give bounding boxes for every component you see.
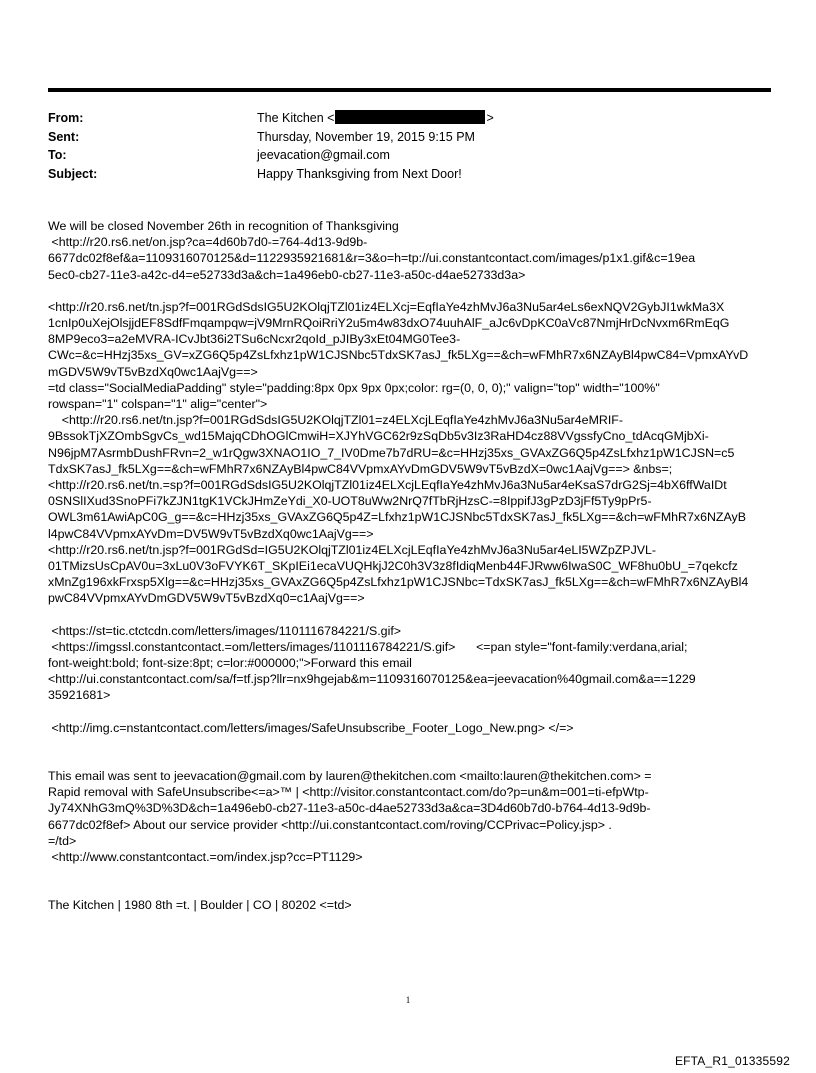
- subject-value: Happy Thanksgiving from Next Door!: [257, 166, 462, 181]
- body-paragraph-sent-to: This email was sent to jeevacation@gmail.com by lauren@thekitchen.com <mailto:lauren@thekitchen.com> = Rapid removal with SafeUnsubscribe<=a>™ | <http://visitor.constantcontact.com/do?p=un&m=001=ti-efpWtp- Jy74XNhG3mQ%3D%3D&ch=1a496eb0-cb27-11e3-a50c-d4ae52733d3a&ca=3D4d60b7d0-b764-4d13-9d9b- 6677dc02f8ef> About our service provider <http://ui.constantcontact.com/roving/CCPrivac=Policy.jsp> . =/td> <http://www.constantcontact.=om/index.jsp?cc=PT1129>: [48, 768, 652, 864]
- subject-label: Subject:: [48, 166, 98, 181]
- redaction-box: [335, 110, 485, 124]
- page-number: 1: [405, 995, 411, 1005]
- to-value: jeevacation@gmail.com: [257, 148, 390, 162]
- from-label: From:: [48, 111, 84, 125]
- email-body: [48, 218, 778, 913]
- from-row: [48, 109, 494, 128]
- body-paragraph-closed-notice: We will be closed November 26th in recognition of Thanksgiving <http://r20.rs6.net/on.jsp?ca=4d60b7d0-=764-4d13-9d9b- 6677dc02f8ef&a=1109316070125&d=1122935921681&r=3&o=h=tp://ui.constantcontact.com/images/p1x1.gif&c=19ea 5ec0-cb27-11e3-a42c-d4=e52733d3a&ch=1a496eb0-cb27-11e3-a50c-d4ae52733d3a>: [48, 219, 696, 282]
- body-paragraph-address: The Kitchen | 1980 8th =t. | Boulder | CO | 80202 <=td>: [48, 898, 352, 913]
- to-row: [48, 146, 494, 165]
- sent-label: Sent:: [48, 129, 80, 144]
- body-paragraph-forward: <https://st=tic.ctctcdn.com/letters/images/1101116784221/S.gif> <https://imgssl.constantcontact.=om/letters/images/1101116784221/S.gif> <=pan style="font-family:verdana,arial; font-weight:bold; font-size:8pt; c=lor:#000000;">Forward this email <http://ui.constantcontact.com/sa/f=tf.jsp?llr=nx9hgejab&m=1109316070125&ea=jeevacation%40gmail.com&a==1229 35921681>: [48, 623, 696, 703]
- to-label: To:: [48, 148, 67, 162]
- subject-row: [48, 165, 494, 184]
- email-header: [48, 109, 494, 183]
- document-id: EFTA_R1_01335592: [674, 1054, 790, 1068]
- from-value-prefix: The Kitchen <: [257, 111, 335, 125]
- body-paragraph-unsubscribe-logo: <http://img.c=nstantcontact.com/letters/images/SafeUnsubscribe_Footer_Logo_New.png> </=>: [48, 720, 574, 735]
- sent-row: [48, 128, 494, 147]
- from-value: [257, 109, 494, 128]
- sent-value: Thursday, November 19, 2015 9:15 PM: [257, 129, 475, 144]
- header-rule: [48, 88, 771, 92]
- body-paragraph-social-links: <http://r20.rs6.net/tn.jsp?f=001RGdSdsIG5U2KOlqjTZl01iz4ELXcj=EqfIaYe4zhMvJ6a3Nu5ar4eLs6exNQV2GybJI1wkMa3X 1cnIp0uXejOlsjjdEF8SdfFmqampqw=jV9MrnRQoiRriY2u5m4w83dxO74uuhAlF_aJc6vDpKC0aVc87NmjHrDcNvxm6RmEqG 8MP9eco3=a2eMVRA-ICvJbt36i2TSu6cNcxr2qoId_pJIBy3xEt04MG0Tee3- CWc=&c=HHzj35xs_GV=xZG6Q5p4ZsLfxhz1pW1CJSNbc5TdxSK7asJ_fk5LXg==&ch=wFMhR7x6NZAyBl4pwC84=VpmxAYvD mGDV5W9vT5vBzdXq0wc1AajVg==> =td class="SocialMediaPadding" style="padding:8px 0px 9px 0px;color: rg=(0, 0, 0);" valign="top" width="100%" rowspan="1" colspan="1" alig="center"> <http://r20.rs6.net/tn.jsp?f=001RGdSdsIG5U2KOlqjTZl01=z4ELXcjLEqfIaYe4zhMvJ6a3Nu5ar4eMRIF- 9BssokTjXZOmbSgvCs_wd15MajqCDhOGlCmwiH=XJYhVGC62r9zSqDb5v3Iz3RaHD4cz88VVgssfyCno_tdAcqGMjbXi- N96jpM7AsrmbDushFRvn=2_w1rQgw3XNAO1IO_7_IV0Dme7b7dRU=&c=HHzj35xs_GVAxZG6Q5p4ZsLfxhz1pW1CJSN=c5 TdxSK7asJ_fk5LXg==&ch=wFMhR7x6NZAyBl4pwC84VVpmxAYvDmGDV5W9vT5vBzdX=0wc1AajVg==> &nbs=; <http://r20.rs6.net/tn.=sp?f=001RGdSdsIG5U2KOlqjTZl01iz4ELXcjLEqfIaYe4zhMvJ6a3Nu5ar4eKsaS7drG2Sj=4bX6ffWaIDt 0SNSlIXud3SnoPFi7kZJN1tgK1VCkJHmZeYdi_X0-UOT8uWw2NrQ7fTbRjHzsC-=8IppifJ3gPzD3jFf5Ty9pPr5- OWL3m61AwiApC0G_g==&c=HHzj35xs_GVAxZG6Q5p4Z=Lfxhz1pW1CJSNbc5TdxSK7asJ_fk5LXg==&ch=wFMhR7x6NZAyB l4pwC84VVpmxAYvDm=DV5W9vT5vBzdXq0wc1AajVg==> <http://r20.rs6.net/tn.jsp?f=001RGdSd=IG5U2KOlqjTZl01iz4ELXcjLEqfIaYe4zhMvJ6a3Nu5ar4eLI5WZpZPJVL- 01TMizsUsCpAV0u=3xLu0V3oFVYK6T_SKpIEi1ecaVUQHkjJ2C0h3V3z8fIdiqMenb44FJRww6IwaS0C_WF8hu0bU_=7qekcfz xMnZg196xkFrxsp5Xlg==&c=HHzj35xs_GVAxZG6Q5p4ZsLfxhz1pW1CJSNbc=TdxSK7asJ_fk5LXg==&ch=wFMhR7x6NZAyBl4 pwC84VVpmxAYvDmGDV5W9vT5vBzdXq0=c1AajVg==>: [48, 299, 749, 606]
- from-value-suffix: >: [486, 111, 494, 125]
